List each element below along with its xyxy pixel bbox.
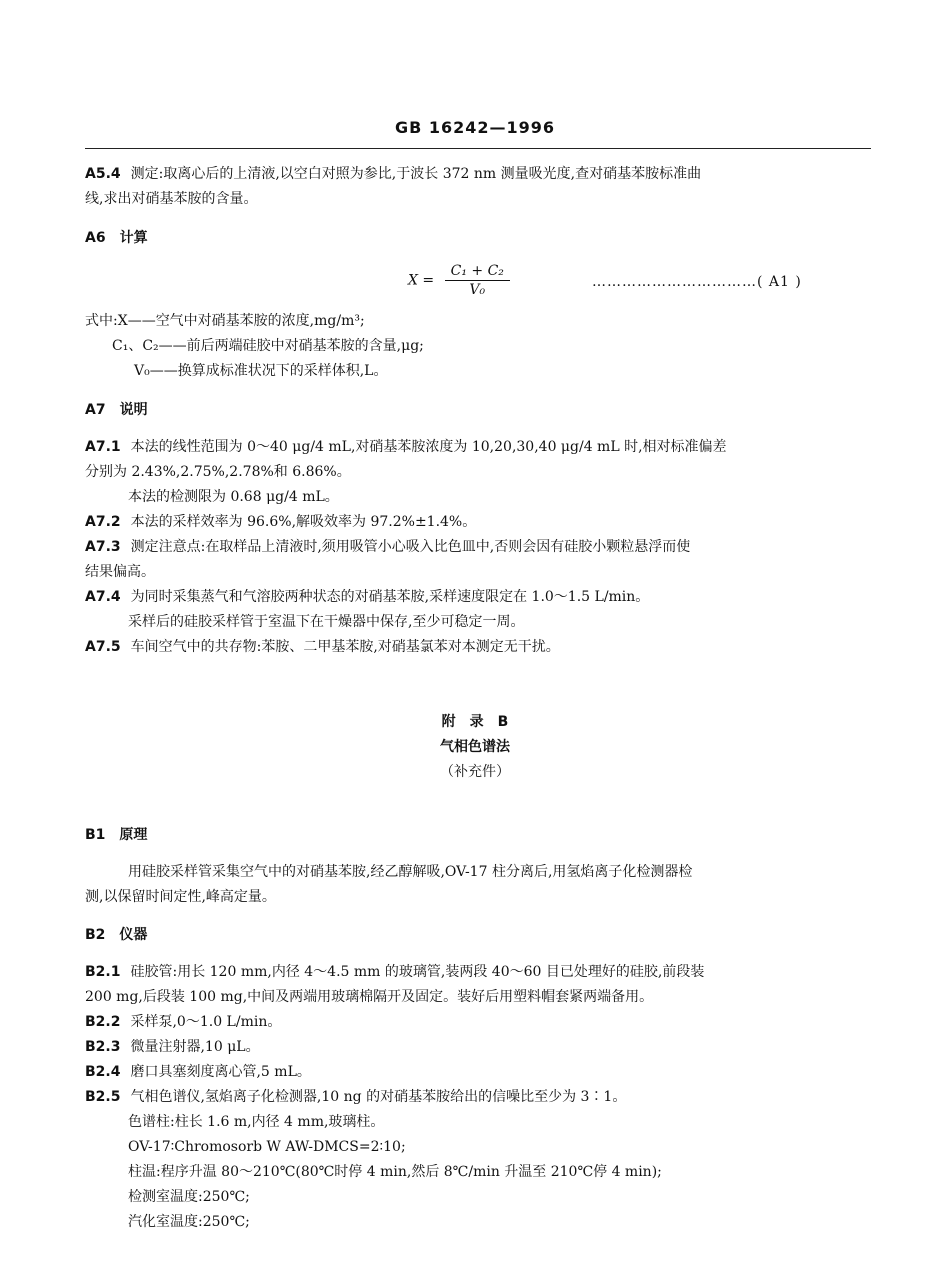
appendix-note: （补充件）: [440, 764, 510, 780]
where-description: ——前后两端硅胶中对硝基苯胺的含量,μg;: [158, 338, 424, 354]
section-heading-b1: [85, 825, 147, 845]
clause-number: A7.3: [85, 539, 121, 555]
section-title: 计算: [119, 230, 148, 246]
clause-text: 硅胶管:用长 120 mm,内径 4～4.5 mm 的玻璃管,装两段 40～60 目已处理好的硅胶,前段装: [130, 964, 705, 980]
condition-detector-temperature: 检测室温度:250℃;: [128, 1189, 250, 1205]
a7-4-line-2: 采样后的硅胶采样管于室温下在干燥器中保存,至少可稳定一周。: [128, 614, 525, 630]
formula-a1: [408, 263, 510, 298]
b2-1-line-1: [85, 962, 704, 982]
section-heading-a6: [85, 228, 148, 248]
a7-3-line-2: 结果偏高。: [85, 564, 155, 580]
clause-number: B2.1: [85, 964, 121, 980]
formula-leader: [592, 274, 802, 290]
clause-number: A5.4: [85, 166, 121, 182]
clause-text: 为同时采集蒸气和气溶胶两种状态的对硝基苯胺,采样速度限定在 1.0～1.5 L/min。: [130, 589, 650, 605]
clause-number: B2.4: [85, 1064, 121, 1080]
section-heading-a7: [85, 400, 148, 420]
clause-text: 采样泵,0～1.0 L/min。: [130, 1014, 282, 1030]
section-title: 原理: [119, 827, 148, 843]
formula-numerator: C₁ + C₂: [445, 263, 510, 281]
a7-1-line-2: 分别为 2.43%,2.75%,2.78%和 6.86%。: [85, 464, 351, 480]
clause-text: 测定注意点:在取样品上清液时,须用吸管小心吸入比色皿中,否则会因有硅胶小颗粒悬浮而使: [130, 539, 691, 555]
a7-2-line-1: [85, 512, 476, 532]
clause-text: 气相色谱仪,氢焰离子化检测器,10 ng 的对硝基苯胺给出的信噪比至少为 3∶1。: [130, 1089, 627, 1105]
where-symbol: V₀: [134, 363, 150, 379]
clause-text: 微量注射器,10 μL。: [130, 1039, 260, 1055]
section-number: B1: [85, 827, 106, 843]
clause-text: 磨口具塞刻度离心管,5 mL。: [130, 1064, 311, 1080]
formula-label: ( A1 ): [757, 274, 802, 290]
b2-5-line: [85, 1087, 626, 1107]
clause-text: 本法的采样效率为 96.6%,解吸效率为 97.2%±1.4%。: [130, 514, 477, 530]
standard-number-header: GB 16242—1996: [394, 118, 556, 137]
formula-denominator: V₀: [469, 282, 486, 298]
a7-5-line-1: [85, 637, 560, 657]
b2-4-line: [85, 1062, 311, 1082]
a7-1-line-3: 本法的检测限为 0.68 μg/4 mL。: [128, 489, 339, 505]
header-rule: [85, 148, 871, 149]
condition-column: 色谱柱:柱长 1.6 m,内径 4 mm,玻璃柱。: [128, 1114, 385, 1130]
section-number: A7: [85, 402, 106, 418]
formula-fraction: [445, 263, 510, 298]
clause-number: B2.3: [85, 1039, 121, 1055]
section-heading-b2: [85, 925, 147, 945]
b2-2-line: [85, 1012, 281, 1032]
a7-4-line-1: [85, 587, 649, 607]
a7-3-line-1: [85, 537, 690, 557]
where-line-x: [85, 311, 365, 331]
where-symbol: C₁、C₂: [112, 338, 159, 354]
clause-text: 测定:取离心后的上清液,以空白对照为参比,于波长 372 nm 测量吸光度,查对硝基苯胺标准曲: [130, 166, 702, 182]
condition-vaporizer-temperature: 汽化室温度:250℃;: [128, 1214, 250, 1230]
clause-number: A7.4: [85, 589, 121, 605]
appendix-label: 附 录 B: [441, 714, 509, 730]
b2-1-line-2: 200 mg,后段装 100 mg,中间及两端用玻璃棉隔开及固定。装好后用塑料帽套紧两端备用。: [85, 989, 654, 1005]
a7-1-line-1: [85, 437, 727, 457]
b2-3-line: [85, 1037, 260, 1057]
where-description: ——空气中对硝基苯胺的浓度,mg/m³;: [127, 313, 365, 329]
section-number: B2: [85, 927, 106, 943]
clause-number: A7.1: [85, 439, 121, 455]
clause-number: B2.2: [85, 1014, 121, 1030]
clause-text: 本法的线性范围为 0～40 μg/4 mL,对硝基苯胺浓度为 10,20,30,40 μg/4 mL 时,相对标准偏差: [130, 439, 727, 455]
section-title: 说明: [119, 402, 148, 418]
b1-line-2: 测,以保留时间定性,峰高定量。: [85, 889, 276, 905]
clause-number: A7.5: [85, 639, 121, 655]
formula-lhs: X =: [408, 272, 435, 289]
condition-stationary-phase: OV-17∶Chromosorb W AW-DMCS=2∶10;: [128, 1139, 406, 1155]
where-line-c: [112, 336, 424, 356]
section-title: 仪器: [119, 927, 148, 943]
where-description: ——换算成标准状况下的采样体积,L。: [149, 363, 388, 379]
section-number: A6: [85, 230, 106, 246]
where-line-v: [134, 361, 387, 381]
a5-4-line-1: [85, 164, 701, 184]
where-symbol: 式中:X: [85, 313, 128, 329]
clause-number: B2.5: [85, 1089, 121, 1105]
clause-text: 车间空气中的共存物:苯胺、二甲基苯胺,对硝基氯苯对本测定无干扰。: [130, 639, 560, 655]
formula-dots: ……………………………: [592, 274, 757, 290]
a5-4-line-2: 线,求出对硝基苯胺的含量。: [85, 191, 258, 207]
b1-line-1: 用硅胶采样管采集空气中的对硝基苯胺,经乙醇解吸,OV-17 柱分离后,用氢焰离子化检测器检: [128, 864, 693, 880]
clause-number: A7.2: [85, 514, 121, 530]
condition-column-temperature: 柱温:程序升温 80～210℃(80℃时停 4 min,然后 8℃/min 升温至 210℃停 4 min);: [128, 1164, 662, 1180]
appendix-title: 气相色谱法: [440, 739, 510, 755]
